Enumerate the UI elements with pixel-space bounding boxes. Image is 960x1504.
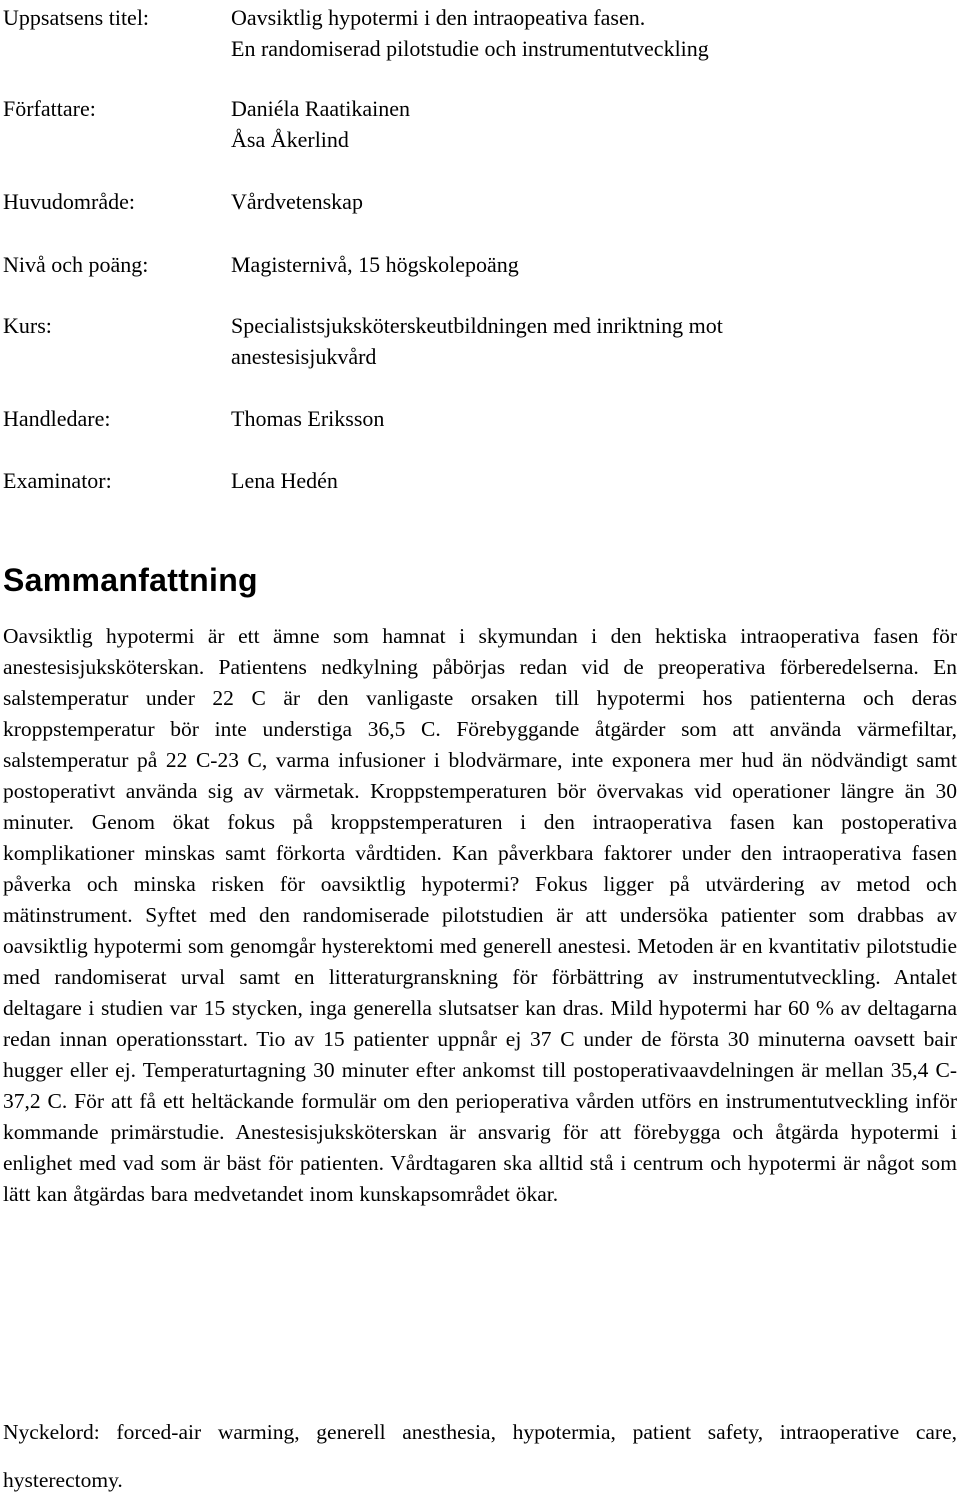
metadata-label: Handledare: [3, 406, 111, 431]
metadata-value-line: Daniéla Raatikainen [231, 96, 410, 121]
metadata-value-line: Magisternivå, 15 högskolepoäng [231, 252, 519, 277]
metadata-value-line: Thomas Eriksson [231, 406, 385, 431]
metadata-value [231, 403, 958, 434]
abstract-text: Oavsiktlig hypotermi är ett ämne som hamnat i skymundan i den hektiska intraoperativa fasen för anestesisjuksköterskan. Patientens nedkylning påbörjas redan vid de preoperativa förberedelserna. En salstemperatur under 22 C är den vanligaste orsaken till hypotermi hos patienterna och deras kroppstemperatur bör inte understiga 36,5 C. Förebyggande åtgärder som att använda värmefiltar, salstemperatur på 22 C-23 C, varma infusioner i blodvärmare, inte exponera mer hud än nödvändigt samt postoperativt använda sig av värmetak. Kroppstemperaturen bör övervakas vid operationer längre än 30 minuter. Genom ökat fokus på kroppstemperaturen i den intraoperativa fasen kan postoperativa komplikationer minskas samt förkorta vårdtiden. Kan påverkbara faktorer under den intraoperativa fasen påverka och minska risken för oavsiktlig hypotermi? Fokus ligger på utvärdering av metod och mätinstrument. Syftet med den randomiserade pilotstudien är att undersöka patienter som drabbas av oavsiktlig hypotermi som genomgår hysterektomi med generell anestesi. Metoden är en kvantitativ pilotstudie med randomiserat urval samt en litteraturgranskning för förbättring av instrumentutveckling. Antalet deltagare i studien var 15 stycken, inga generella slutsatser kan dras. Mild hypotermi har 60 % av deltagarna redan innan operationsstart. Tio av 15 patienter uppnår ej 37 C under de första 30 minuterna oavsett bair hugger eller ej. Temperaturtagning 30 minuter efter ankomst till postoperativaavdelningen är mellan 35,4 C-37,2 C. För att få ett heltäckande formulär om den perioperativa vården utförs en instrumentutveckling inför kommande primärstudie. Anestesisjuksköterskan är ansvarig för att förebygga och åtgärda hypotermi i enlighet med vad som är bäst för patienten. Vårdtagaren ska alltid stå i centrum och hypotermi är något som lätt kan åtgärdas bara medvetandet inom kunskapsområdet ökar. [3, 624, 957, 1206]
section-heading: Sammanfattning [3, 562, 258, 598]
metadata-value [231, 310, 958, 372]
metadata-label: Kurs: [3, 313, 52, 338]
keywords [3, 1408, 957, 1504]
metadata-value [231, 465, 958, 496]
metadata-value-line: anestesisjukvård [231, 344, 377, 369]
metadata-value-line: Åsa Åkerlind [231, 127, 349, 152]
metadata-value [231, 249, 958, 280]
keywords-label: Nyckelord: [3, 1420, 100, 1444]
metadata-value-line: En randomiserad pilotstudie och instrumentutveckling [231, 36, 709, 61]
metadata-value-line: Vårdvetenskap [231, 189, 363, 214]
metadata-label: Författare: [3, 96, 96, 121]
metadata-value-line: Specialistsjuksköterskeutbildningen med inriktning mot [231, 313, 723, 338]
metadata-label: Nivå och poäng: [3, 252, 149, 277]
keywords-list: forced-air warming, generell anesthesia, hypotermia, patient safety, intraoperative care, hysterectomy. [3, 1420, 957, 1492]
metadata-value [231, 186, 958, 217]
metadata-value [231, 93, 958, 155]
metadata-value [231, 2, 958, 64]
metadata-label: Huvudområde: [3, 189, 135, 214]
metadata-label: Uppsatsens titel: [3, 5, 150, 30]
metadata-value-line: Oavsiktlig hypotermi i den intraopeativa fasen. [231, 5, 646, 30]
metadata-label: Examinator: [3, 468, 112, 493]
metadata-value-line: Lena Hedén [231, 468, 338, 493]
